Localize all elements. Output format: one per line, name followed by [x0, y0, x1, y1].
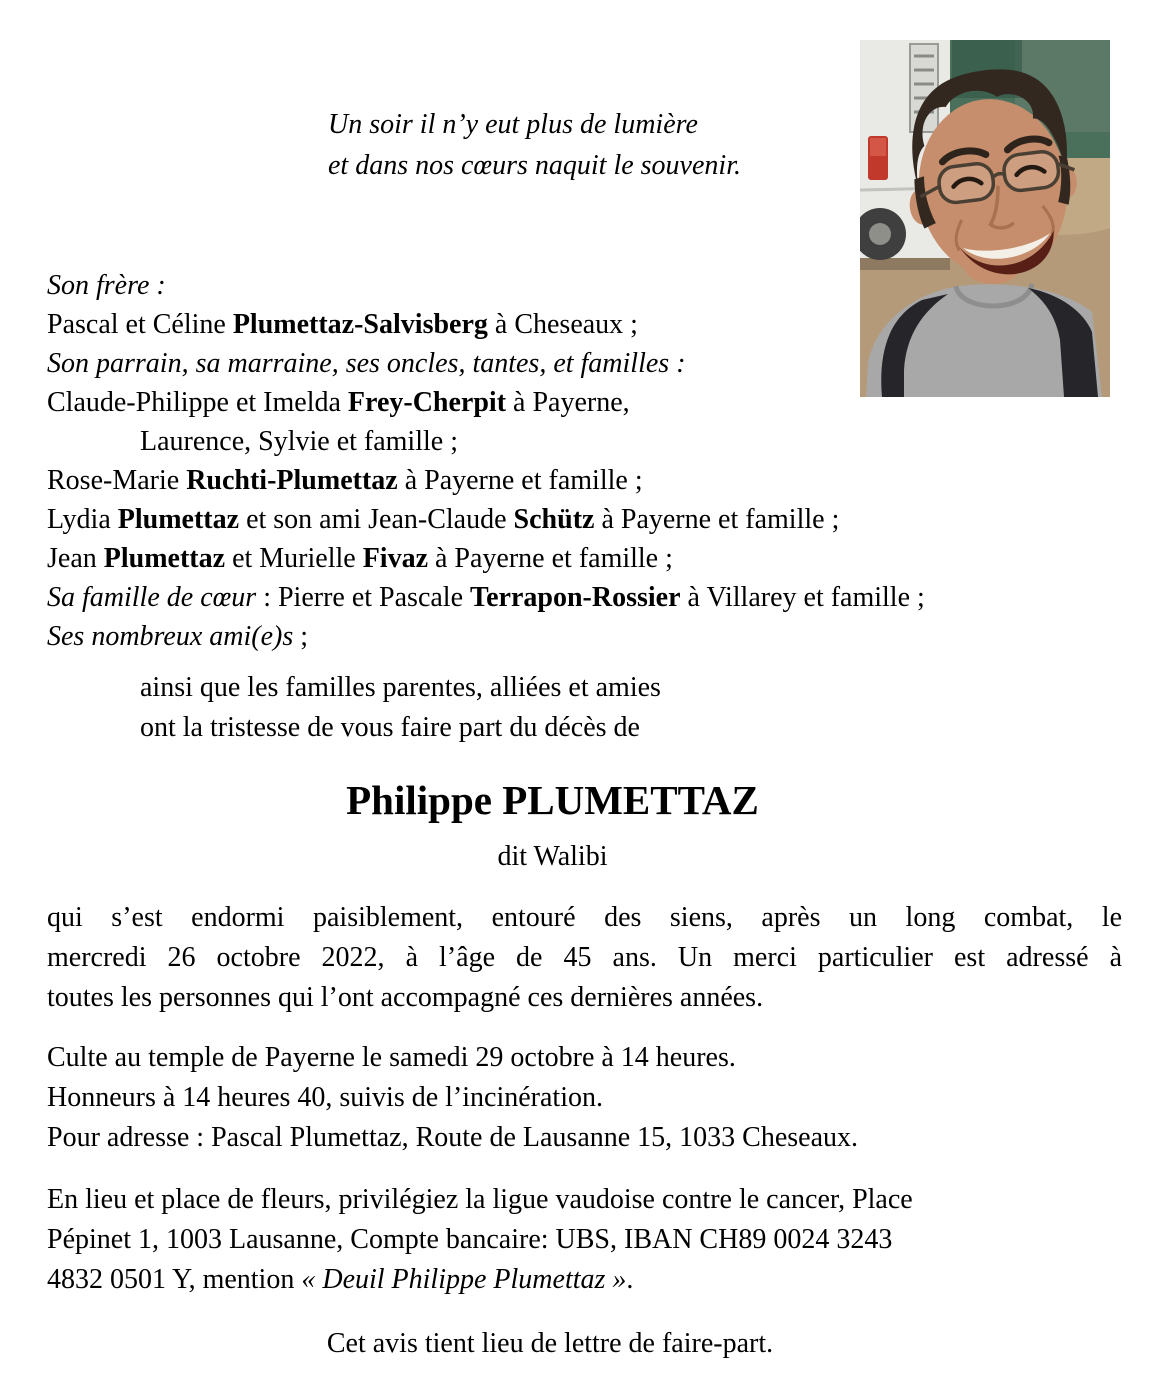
family-line: Sa famille de cœur : Pierre et Pascale Terrapon-Rossier à Villarey et famille ;: [47, 582, 925, 613]
quote-line-1: Un soir il n’y eut plus de lumière: [328, 109, 698, 140]
obituary-line: mercredi 26 octobre 2022, à l’âge de 45 ans. Un merci particulier est adressé à: [47, 942, 1122, 973]
family-line: Jean Plumettaz et Murielle Fivaz à Payerne et famille ;: [47, 543, 673, 574]
intro-line-2: ont la tristesse de vous faire part du décès de: [140, 712, 640, 743]
closing-note: Cet avis tient lieu de lettre de faire-part.: [326, 1328, 774, 1359]
family-line: Rose-Marie Ruchti-Plumettaz à Payerne et famille ;: [47, 465, 643, 496]
ceremony-details: [47, 1038, 858, 1158]
ceremony-line: Culte au temple de Payerne le samedi 29 octobre à 14 heures.: [47, 1042, 736, 1073]
family-line: Lydia Plumettaz et son ami Jean-Claude Schütz à Payerne et famille ;: [47, 504, 840, 535]
announcement-intro: [140, 668, 661, 748]
ceremony-line: Honneurs à 14 heures 40, suivis de l’incinération.: [47, 1082, 603, 1113]
quote-line-2: et dans nos cœurs naquit le souvenir.: [328, 150, 741, 181]
family-line: Son frère :: [47, 270, 166, 301]
family-line: Ses nombreux ami(e)s ;: [47, 621, 309, 652]
memorial-quote: [328, 104, 741, 186]
deceased-name: Philippe PLUMETTAZ: [346, 777, 759, 823]
family-line: Pascal et Céline Plumettaz-Salvisberg à Cheseaux ;: [47, 309, 638, 340]
family-line: Son parrain, sa marraine, ses oncles, tantes, et familles :: [47, 348, 686, 379]
donation-line: Pépinet 1, 1003 Lausanne, Compte bancaire: UBS, IBAN CH89 0024 3243: [47, 1224, 893, 1255]
family-line: Claude-Philippe et Imelda Frey-Cherpit à Payerne,: [47, 387, 630, 418]
family-list: [47, 266, 1127, 656]
obituary-paragraph: [47, 898, 1122, 1018]
ceremony-line: Pour adresse : Pascal Plumettaz, Route de Lausanne 15, 1033 Cheseaux.: [47, 1122, 859, 1153]
deceased-alias: dit Walibi: [497, 841, 608, 872]
obituary-line: qui s’est endormi paisiblement, entouré des siens, après un long combat, le: [47, 902, 1122, 933]
family-line: Laurence, Sylvie et famille ;: [140, 426, 458, 457]
donation-notice: [47, 1180, 913, 1300]
obituary-line: toutes les personnes qui l’ont accompagné ces dernières années.: [47, 982, 764, 1013]
donation-line: 4832 0501 Y, mention « Deuil Philippe Plumettaz ».: [47, 1264, 634, 1295]
donation-line: En lieu et place de fleurs, privilégiez la ligue vaudoise contre le cancer, Place: [47, 1184, 913, 1215]
intro-line-1: ainsi que les familles parentes, alliées et amies: [140, 672, 661, 703]
